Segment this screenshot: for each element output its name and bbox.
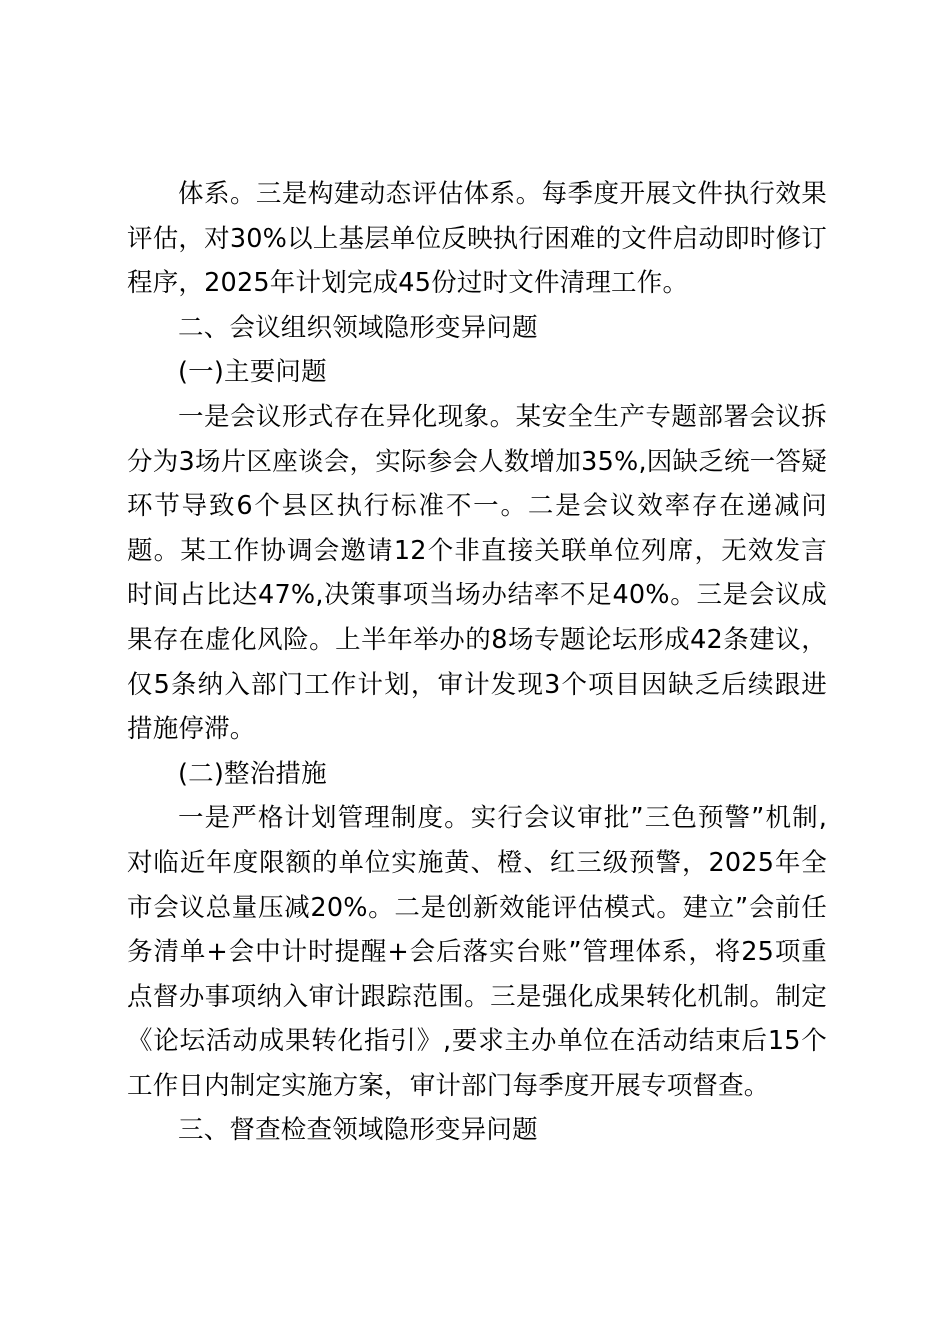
subheading-remedies: (二)整治措施 [178, 758, 327, 789]
subheading-main-problems: (一)主要问题 [178, 357, 327, 388]
paragraph-continuation: 体系。三是构建动态评估体系。每季度开展文件执行效果评估，对30%以上基层单位反映执行困难的文件启动即时修订程序，2025年计划完成45份过时文件清理工作。 [127, 179, 827, 299]
paragraph-problems: 一是会议形式存在异化现象。某安全生产专题部署会议拆分为3场片区座谈会，实际参会人数增加35%,因缺乏统一答疑环节导致6个县区执行标准不一。二是会议效率存在递减问题。某工作协调会邀请12个非直接关联单位列席，无效发言时间占比达47%,决策事项当场办结率不足40%。三是会议成果存在虚化风险。上半年举办的8场专题论坛形成42条建议，仅5条纳入部门工作计划，审计发现3个项目因缺乏后续跟进措施停滞。 [127, 401, 827, 745]
paragraph-remedies: 一是严格计划管理制度。实行会议审批”三色预警”机制,对临近年度限额的单位实施黄、橙、红三级预警，2025年全市会议总量压减20%。二是创新效能评估模式。建立”会前任务清单+会中计时提醒+会后落实台账”管理体系，将25项重点督办事项纳入审计跟踪范围。三是强化成果转化机制。制定《论坛活动成果转化指引》,要求主办单位在活动结束后15个工作日内制定实施方案，审计部门每季度开展专项督查。 [127, 803, 827, 1101]
document-body [127, 172, 827, 1153]
section-heading-meeting: 二、会议组织领域隐形变异问题 [178, 312, 538, 343]
section-heading-inspection: 三、督查检查领域隐形变异问题 [178, 1115, 538, 1146]
